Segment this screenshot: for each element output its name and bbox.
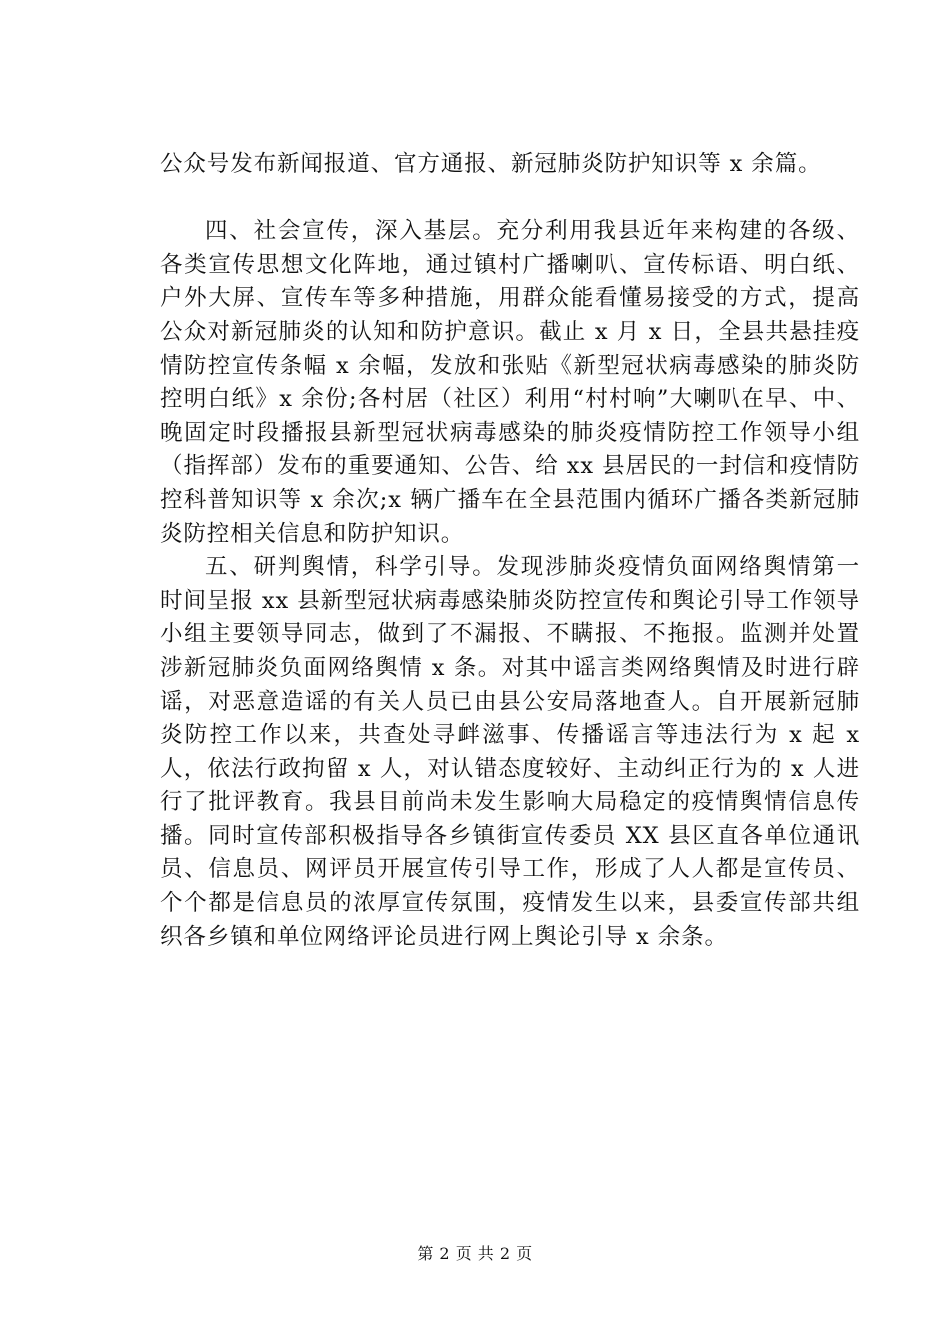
paragraph-social-publicity: 四、社会宣传，深入基层。充分利用我县近年来构建的各级、各类宣传思想文化阵地，通过镇村广播喇叭、宣传标语、明白纸、户外大屏、宣传车等多种措施，用群众能看懂易接受的方式，提高公众对新冠肺炎的认知和防护意识。截止 x 月 x 日，全县共悬挂疫情防控宣传条幅 x 余幅，发放和张贴《新型冠状病毒感染的肺炎防控明白纸》x 余份;各村居（社区）利用“村村响”大喇叭在早、中、晚固定时段播报县新型冠状病毒感染的肺炎疫情防控工作领导小组（指挥部）发布的重要通知、公告、给 xx 县居民的一封信和疫情防控科普知识等 x 余次;x 辆广播车在全县范围内循环广播各类新冠肺炎防控相关信息和防护知识。	[160, 218, 860, 547]
page-footer: 第 2 页 共 2 页	[417, 1244, 533, 1263]
document-body	[160, 148, 860, 954]
paragraph-continuation: 公众号发布新闻报道、官方通报、新冠肺炎防护知识等 x 余篇。	[160, 151, 822, 177]
paragraph-public-opinion: 五、研判舆情，科学引导。发现涉肺炎疫情负面网络舆情第一时间呈报 xx 县新型冠状病毒感染肺炎防控宣传和舆论引导工作领导小组主要领导同志，做到了不漏报、不瞒报、不拖报。监测并处置涉新冠肺炎负面网络舆情 x 条。对其中谣言类网络舆情及时进行辟谣，对恶意造谣的有关人员已由县公安局落地查人。自开展新冠肺炎防控工作以来，共查处寻衅滋事、传播谣言等违法行为 x 起 x 人，依法行政拘留 x 人，对认错态度较好、主动纠正行为的 x 人进行了批评教育。我县目前尚未发生影响大局稳定的疫情舆情信息传播。同时宣传部积极指导各乡镇街宣传委员 XX 县区直各单位通讯员、信息员、网评员开展宣传引导工作，形成了人人都是宣传员、个个都是信息员的浓厚宣传氛围，疫情发生以来，县委宣传部共组织各乡镇和单位网络评论员进行网上舆论引导 x 余条。	[160, 554, 860, 950]
paragraph-gap	[160, 182, 860, 216]
